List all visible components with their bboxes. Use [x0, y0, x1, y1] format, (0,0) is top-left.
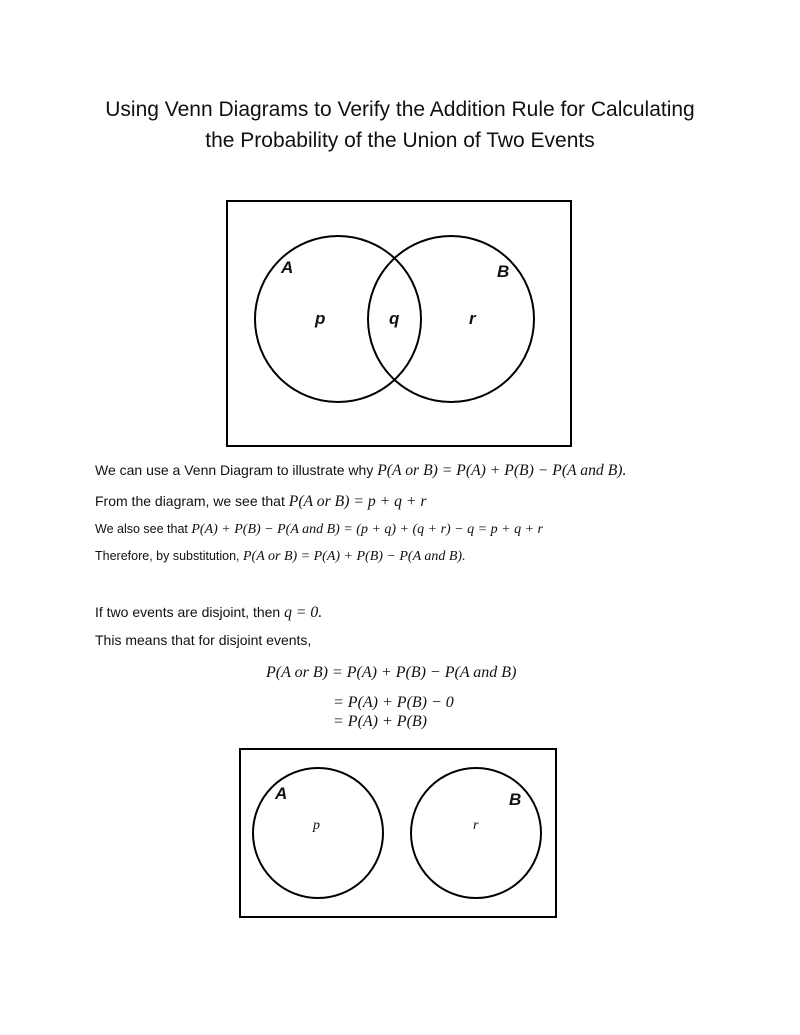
equation-3	[333, 713, 427, 731]
intro-line	[95, 462, 626, 480]
region-r-2: r	[473, 818, 479, 833]
venn-diagram-disjoint	[238, 747, 559, 920]
region-q: q	[389, 309, 400, 328]
disjoint-line	[95, 604, 322, 622]
region-r: r	[469, 309, 476, 328]
venn-diagram-overlapping	[225, 199, 573, 449]
equation-2-text: = P(A) + P(B) − 0	[333, 694, 454, 711]
therefore-line	[95, 549, 466, 565]
label-a: A	[281, 258, 294, 277]
also-math: P(A) + P(B) − P(A and B) = (p + q) + (q + r) − q = p + q + r	[191, 522, 543, 537]
equation-2	[333, 694, 454, 712]
equation-3-text: = P(A) + P(B)	[333, 713, 427, 730]
means-line: This means that for disjoint events,	[95, 632, 312, 648]
title-line-2: the Probability of the Union of Two Events	[205, 129, 595, 152]
also-text: We also see that	[95, 522, 192, 536]
page-title	[40, 94, 760, 156]
also-line	[95, 522, 543, 538]
therefore-math: P(A or B) = P(A) + P(B) − P(A and B).	[243, 549, 466, 564]
title-line-1: Using Venn Diagrams to Verify the Addition Rule for Calculating	[105, 98, 695, 121]
label-b: B	[497, 262, 510, 281]
circle-a-2	[253, 768, 383, 898]
intro-math: P(A or B) = P(A) + P(B) − P(A and B).	[377, 462, 627, 479]
from-text: From the diagram, we see that	[95, 493, 289, 509]
label-b-2: B	[509, 790, 522, 809]
from-diagram-line	[95, 493, 426, 511]
region-p-2: p	[313, 818, 320, 833]
from-math: P(A or B) = p + q + r	[288, 493, 427, 510]
diagram-frame-2	[240, 749, 556, 917]
equation-1	[266, 664, 516, 682]
disjoint-math: q = 0.	[284, 604, 323, 621]
equation-1-text: P(A or B) = P(A) + P(B) − P(A and B)	[266, 664, 517, 681]
label-a-2: A	[275, 784, 288, 803]
region-p: p	[315, 309, 326, 328]
intro-text: We can use a Venn Diagram to illustrate why	[95, 462, 378, 478]
disjoint-text: If two events are disjoint, then	[95, 604, 285, 620]
therefore-text: Therefore, by substitution,	[95, 549, 243, 563]
circle-b-2	[411, 768, 541, 898]
